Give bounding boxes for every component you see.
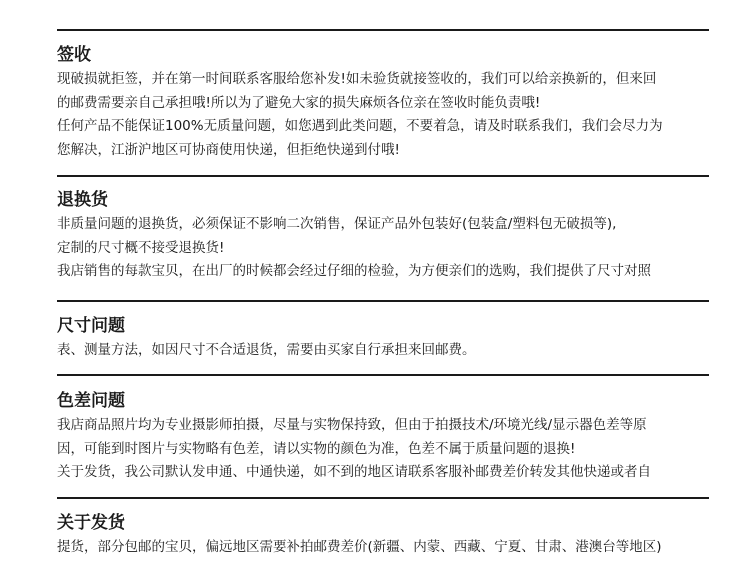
paragraph-line: 非质量问题的退换货，必须保证不影响二次销售，保证产品外包装好(包装盒/塑料包无破损等), bbox=[57, 216, 617, 232]
section-title: 关于发货 bbox=[57, 513, 125, 533]
paragraph-line: 关于发货，我公司默认发申通、中通快递，如不到的地区请联系客服补邮费差价转发其他快递或者自 bbox=[57, 464, 651, 480]
paragraph-line: 我店商品照片均为专业摄影师拍摄，尽量与实物保持致，但由于拍摄技术/环境光线/显示器色差等原 bbox=[57, 417, 647, 433]
paragraph-line: 我店销售的每款宝贝，在出厂的时候都会经过仔细的检验，为方便亲们的选购，我们提供了尺寸对照 bbox=[57, 263, 651, 279]
section-title: 色差问题 bbox=[57, 391, 125, 411]
section-sign-for bbox=[57, 44, 717, 162]
divider bbox=[57, 497, 709, 499]
divider bbox=[57, 300, 709, 302]
section-size bbox=[57, 315, 717, 363]
paragraph-line: 您解决，江浙沪地区可协商使用快递，但拒绝快递到付哦! bbox=[57, 141, 400, 158]
section-title: 尺寸问题 bbox=[57, 316, 125, 336]
section-title: 退换货 bbox=[57, 190, 108, 210]
paragraph-line: 表、测量方法，如因尺寸不合适退货，需要由买家自行承担来回邮费。 bbox=[57, 342, 476, 358]
paragraph-line: 任何产品不能保证100%无质量问题，如您遇到此类问题，不要着急，请及时联系我们，我们会尽力为 bbox=[57, 118, 663, 134]
paragraph-line: 提货，部分包邮的宝贝，偏远地区需要补拍邮费差价(新疆、内蒙、西藏、宁夏、甘肃、港澳台等地区) bbox=[57, 539, 662, 555]
section-title: 签收 bbox=[57, 45, 91, 65]
divider bbox=[57, 175, 709, 177]
section-color-difference bbox=[57, 390, 717, 485]
divider bbox=[57, 29, 709, 31]
paragraph-line: 定制的尺寸概不接受退换货! bbox=[57, 239, 225, 256]
section-returns bbox=[57, 189, 717, 284]
paragraph-line: 现破损就拒签，并在第一时间联系客服给您补发!如未验货就接签收的，我们可以给亲换新的，但来回 bbox=[57, 71, 657, 87]
divider bbox=[57, 374, 709, 376]
section-shipping bbox=[57, 512, 717, 560]
paragraph-line: 的邮费需要亲自己承担哦!所以为了避免大家的损失麻烦各位亲在签收时能负责哦! bbox=[57, 94, 541, 111]
paragraph-line: 因，可能到时图片与实物略有色差，请以实物的颜色为准，色差不属于质量问题的退换! bbox=[57, 440, 576, 457]
